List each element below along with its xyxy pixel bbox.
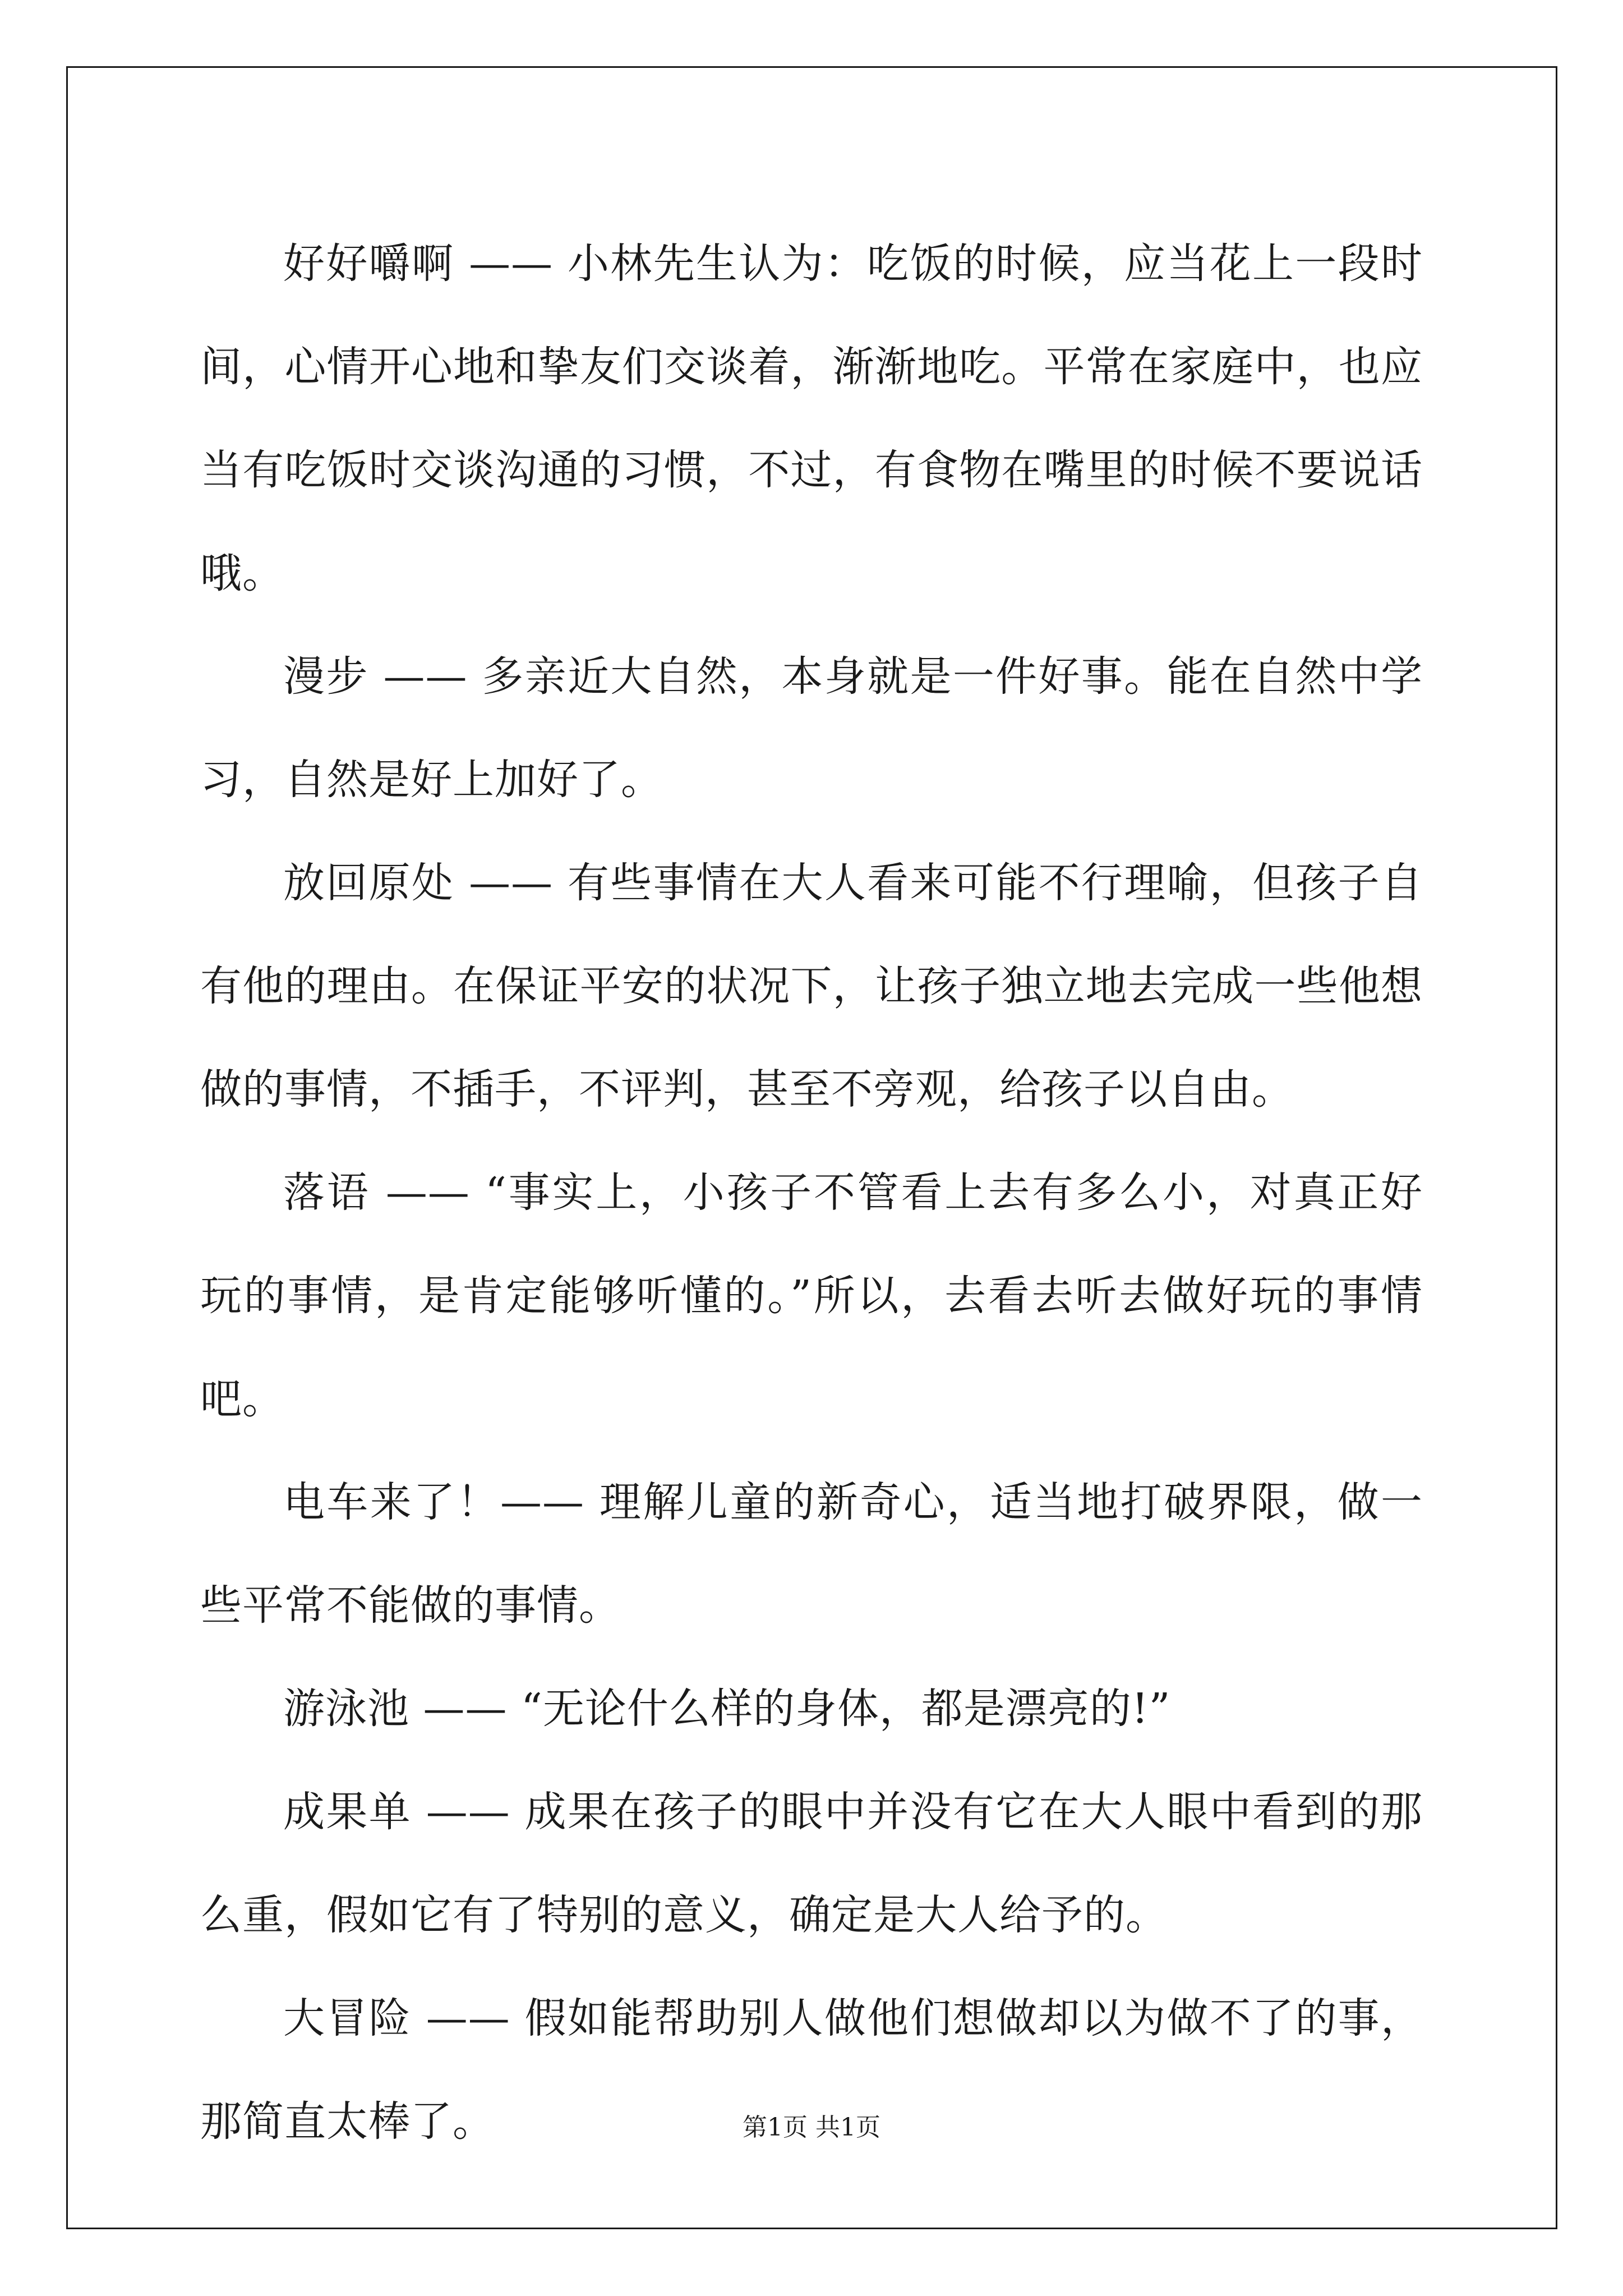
paragraph-adventure: 大冒险 —— 假如能帮助别人做他们想做却以为做不了的事，那简直太棒了。 — [200, 1994, 1423, 2146]
paragraph-walk: 漫步 —— 多亲近大自然，本身就是一件好事。能在自然中学习，自然是好上加好了。 — [200, 652, 1423, 804]
paragraph-put-back: 放回原处 —— 有些事情在大人看来可能不行理喻，但孩子自有他的理由。在保证平安的状况下，让孩子独立地去完成一些他想做的事情，不插手，不评判，甚至不旁观，给孩子以自由。 — [200, 859, 1423, 1114]
paragraph-chew: 好好嚼啊 —— 小林先生认为：吃饭的时候，应当花上一段时间，心情开心地和挚友们交谈着，渐渐地吃。平常在家庭中，也应当有吃饭时交谈沟通的习惯，不过，有食物在嘴里的时候不要说话哦。 — [200, 240, 1423, 597]
page-number: 第1页 共1页 — [743, 2113, 880, 2142]
document-body — [200, 212, 1423, 2173]
paragraph-train: 电车来了！—— 理解儿童的新奇心，适当地打破界限，做一些平常不能做的事情。 — [200, 1478, 1423, 1630]
paragraph-report-card: 成果单 —— 成果在孩子的眼中并没有它在大人眼中看到的那么重，假如它有了特别的意义，确定是大人给予的。 — [200, 1788, 1423, 1939]
paragraph-pool: 游泳池 —— “无论什么样的身体，都是漂亮的!” — [283, 1685, 1171, 1733]
paragraph-rakugo: 落语 —— “事实上，小孩子不管看上去有多么小，对真正好玩的事情，是肯定能够听懂的。”所以，去看去听去做好玩的事情吧。 — [200, 1168, 1423, 1423]
